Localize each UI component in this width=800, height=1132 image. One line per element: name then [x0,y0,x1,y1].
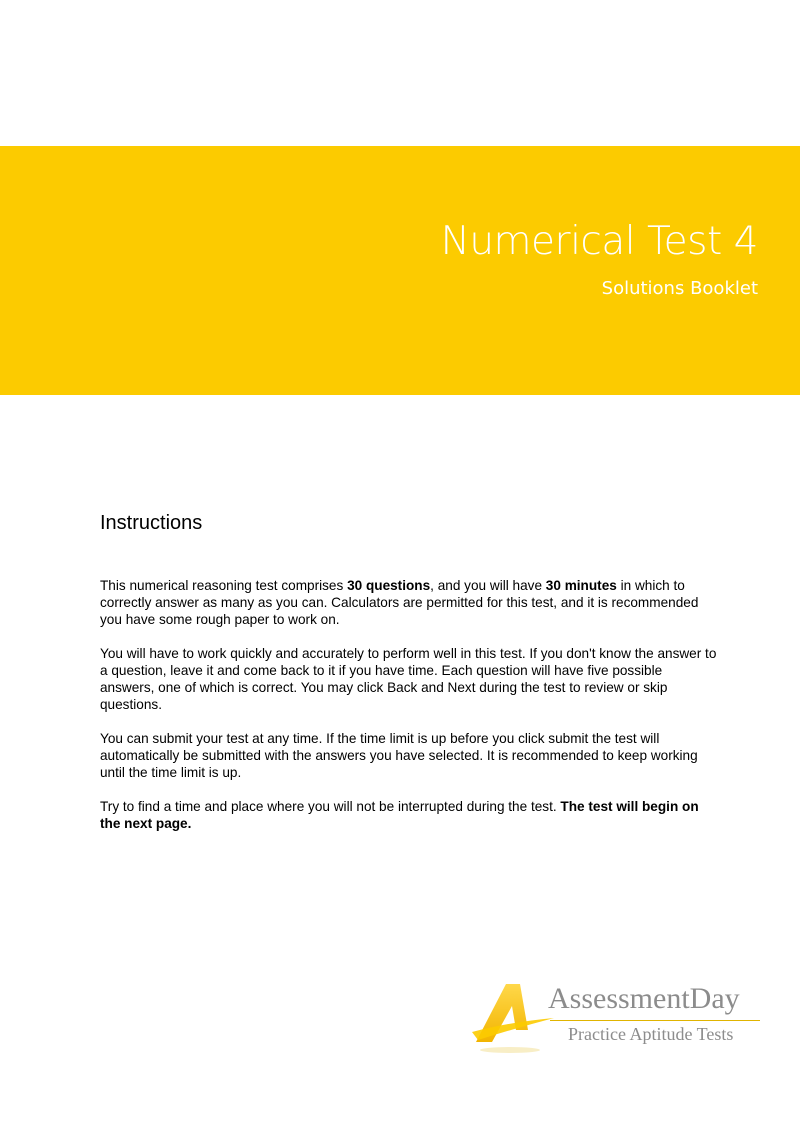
document-title: Numerical Test 4 [440,219,758,264]
title-banner [0,146,800,395]
text-run: , and you will have [430,578,546,593]
begin-note: The test will begin on the next page. [100,799,699,831]
instructions-body [100,577,720,849]
logo-name: AssessmentDay [548,982,740,1015]
instructions-paragraph-1 [100,577,720,628]
instructions-paragraph-4 [100,798,720,832]
assessmentday-logo [470,978,770,1058]
text-run: in which to correctly answer as many as you can. Calculators are permitted for this test, and it is recommended you have some rough paper to work on. [100,578,699,627]
document-subtitle: Solutions Booklet [601,278,758,299]
assessmentday-a-logo-icon [470,978,560,1058]
text-run: This numerical reasoning test comprises [100,578,348,593]
text-run: Try to find a time and place where you will not be interrupted during the test. [100,799,561,814]
logo-tagline: Practice Aptitude Tests [568,1024,734,1044]
time-limit: 30 minutes [545,578,617,593]
instructions-paragraph-3: You can submit your test at any time. If the time limit is up before you click submit the test will automatically be submitted with the answers you have selected. It is recommended to keep working until the time limit is up. [100,731,698,780]
instructions-heading: Instructions [100,512,203,534]
question-count: 30 questions [347,578,431,593]
instructions-paragraph-2: You will have to work quickly and accurately to perform well in this test. If you don't know the answer to a question, leave it and come back to it if you have time. Each question will have five possible answers, one of which is correct. You may click Back and Next during the test to review or skip questions. [100,646,717,712]
